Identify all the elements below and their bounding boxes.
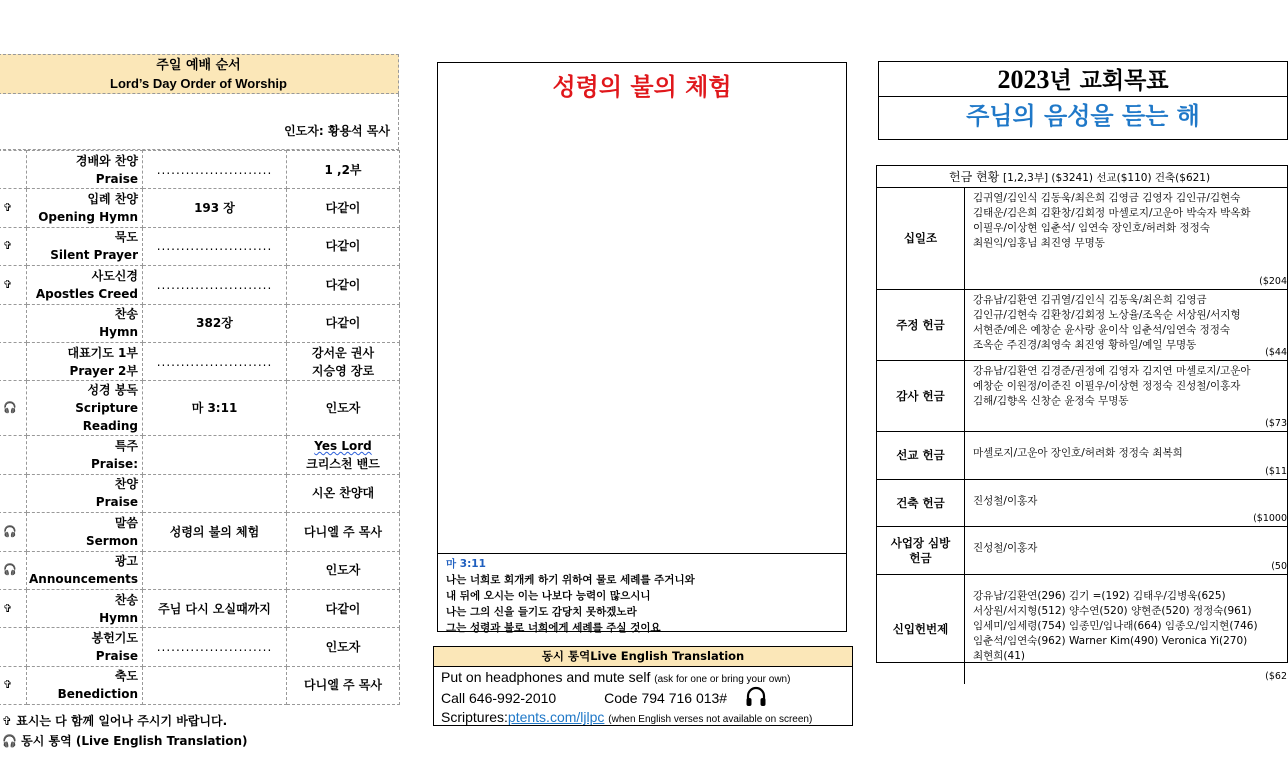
worship-title-en: Lord’s Day Order of Worship (110, 76, 287, 91)
row-name-ko: 사도신경 (91, 268, 138, 283)
row-detail: 성령의 불의 체험 (143, 513, 287, 551)
offering-names-line: 임춘석/임연숙(962) Warner Kim(490) Veronica Yi(270) (973, 635, 1248, 647)
offering-rows (877, 188, 1287, 684)
offering-category (877, 432, 965, 479)
offering-names-line: 이필우/이상현 임춘석/ 임연숙 장인호/허려화 정정숙 (973, 222, 1210, 234)
offering-row (877, 188, 1287, 290)
offering-category-label: 주정 헌금 (896, 317, 945, 332)
row-mark-icon (0, 304, 27, 342)
worship-row (0, 342, 400, 380)
church-goal-panel (878, 61, 1288, 140)
offering-names-line: 예창순 이원정/이준진 이필우/이상현 정정숙 진성철/이홍자 (973, 380, 1241, 392)
offering-row (877, 361, 1287, 432)
row-name-ko: 입례 찬양 (87, 192, 138, 207)
offering-category (877, 575, 965, 684)
offering-category (877, 480, 965, 526)
row-mark-icon (0, 342, 27, 380)
offering-amount: ($73 (1265, 418, 1287, 429)
offering-names-line: 김태운/김은희 김환창/김회정 마셀로지/고운아 박숙자 박옥화 (973, 207, 1251, 219)
row-name (27, 342, 143, 380)
row-detail: 193 장 (143, 189, 287, 227)
offering-category-label: 건축 헌금 (896, 495, 945, 510)
offering-names-line: 서상원/서지형(512) 양수연(520) 양현준(520) 정정숙(961) (973, 605, 1252, 617)
row-name-ko: 광고 (114, 554, 138, 569)
row-name (27, 266, 143, 304)
offering-category (877, 527, 965, 574)
offering-names-line: 마셀로지/고운아 장인호/허려화 정정숙 최복희 (973, 447, 1183, 459)
headphones-text: Put on headphones and mute self (441, 669, 651, 685)
offering-panel (876, 165, 1288, 682)
worship-order-table (0, 150, 400, 705)
offering-header-detail: [1,2,3부] ($3241) 선교($110) 건축($621) (1003, 172, 1211, 184)
offering-amount: ($44 (1265, 347, 1287, 358)
row-name-en: Benediction (57, 687, 138, 702)
worship-row (0, 474, 400, 512)
offering-names (965, 290, 1287, 360)
offering-names (965, 527, 1287, 574)
row-detail: ........................ (143, 628, 287, 666)
goal-year (879, 62, 1287, 97)
goal-year-number: 2023 (997, 65, 1050, 94)
row-mark-icon (0, 474, 27, 512)
row-name (27, 589, 143, 627)
row-name-en: Hymn (99, 610, 138, 625)
row-mark-icon: ✞ (0, 189, 27, 227)
row-name-en: Prayer 2부 (69, 363, 138, 378)
headphones-subtext: (ask for one or bring your own) (654, 674, 791, 685)
row-name-ko: 찬양 (114, 477, 138, 492)
offering-category-label: 십일조 (903, 231, 938, 245)
row-mark-icon: 🎧 (0, 551, 27, 589)
row-name-en: Hymn (99, 325, 138, 340)
scriptures-link[interactable]: ptents.com/ljlpc (507, 709, 605, 725)
verse-line: 그는 성령과 불로 너희에게 세례를 주실 것이요 (446, 622, 661, 634)
worship-row (0, 551, 400, 589)
offering-names-line: 임세미/임세령(754) 임종민/임나래(664) 임종오/임지현(746) (973, 620, 1258, 632)
offering-names-line: 강유남/김환연(296) 김기 =(192) 김태우/김병욱(625) (973, 590, 1226, 602)
row-name-en: Praise (95, 495, 138, 510)
call-number: Call 646-992-2010 (441, 690, 557, 707)
offering-names-line: 최현희(41) (973, 650, 1025, 662)
offering-names (965, 432, 1287, 479)
offering-names (965, 361, 1287, 431)
row-leader: 다같이 (287, 266, 400, 304)
offering-names (965, 575, 1287, 684)
offering-row (877, 527, 1287, 575)
row-leader: 인도자 (287, 628, 400, 666)
offering-row (877, 575, 1287, 684)
row-leader-line: Yes Lord (314, 439, 372, 454)
headphones-instruction (434, 667, 852, 687)
scripture-verse (438, 553, 846, 634)
worship-row (0, 513, 400, 551)
scriptures-subtext: (when English verses not available on screen) (608, 714, 813, 725)
row-name (27, 513, 143, 551)
offering-names (965, 188, 1287, 289)
offering-amount: ($11 (1265, 466, 1287, 477)
row-leader: 다같이 (287, 189, 400, 227)
row-leader: 시온 찬양대 (287, 474, 400, 512)
offering-names-line: 진성철/이홍자 (973, 495, 1038, 507)
worship-order-panel (0, 54, 399, 757)
worship-row (0, 628, 400, 666)
row-name (27, 551, 143, 589)
offering-amount: (50 (1271, 561, 1287, 572)
verse-line: 나는 너희로 회개케 하기 위하여 물로 세례를 주거니와 (446, 574, 695, 586)
offering-names-line: 김귀열/김인식 김동욱/최은희 김영금 김영자 김인규/김현숙 (973, 192, 1241, 204)
offering-amount: ($1000 (1253, 513, 1287, 524)
offering-names-line: 김해/김향옥 신창순 윤정숙 무명동 (973, 395, 1129, 407)
row-detail (143, 436, 287, 474)
worship-order-header (0, 54, 399, 94)
row-detail: ........................ (143, 342, 287, 380)
worship-row (0, 227, 400, 265)
row-name-ko: 대표기도 1부 (67, 345, 138, 360)
row-leader-line: 크리스천 밴드 (306, 457, 380, 472)
offering-category-label: 사업장 심방 헌금 (890, 535, 951, 565)
worship-row (0, 666, 400, 704)
row-leader: 다같이 (287, 589, 400, 627)
translation-title: 동시 통역Live English Translation (434, 647, 852, 667)
offering-category-label: 신입헌번제 (892, 622, 949, 636)
row-leader: 다니엘 주 목사 (287, 666, 400, 704)
row-name-en: Scripture Reading (75, 401, 138, 434)
worship-row (0, 189, 400, 227)
offering-names (965, 480, 1287, 526)
row-name (27, 628, 143, 666)
row-mark-icon: ✞ (0, 666, 27, 704)
offering-names-line: 강유남/김환연 김귀열/김인식 김동욱/최은희 김영금 (973, 294, 1207, 306)
row-leader: 인도자 (287, 551, 400, 589)
row-leader (287, 342, 400, 380)
translation-note: 🎧 동시 통역 (Live English Translation) (2, 734, 248, 749)
row-name-en: Sermon (86, 533, 138, 548)
offering-names-line: 진성철/이홍자 (973, 542, 1038, 554)
call-info (434, 687, 852, 707)
row-leader (287, 436, 400, 474)
row-leader: 인도자 (287, 381, 400, 436)
offering-header (877, 166, 1287, 188)
offering-names-line: 최원익/임홍님 최진영 무명동 (973, 237, 1105, 249)
row-leader: 1 ,2부 (287, 151, 400, 189)
row-leader: 다같이 (287, 304, 400, 342)
row-name-en: Praise (95, 648, 138, 663)
row-leader: 다같이 (287, 227, 400, 265)
offering-category (877, 188, 965, 289)
row-name-en: Apostles Creed (35, 286, 138, 301)
row-leader-line: 지승영 장로 (311, 363, 375, 378)
row-name-ko: 말씀 (114, 515, 138, 530)
row-detail (143, 551, 287, 589)
worship-row (0, 151, 400, 189)
row-detail: ........................ (143, 266, 287, 304)
worship-row (0, 589, 400, 627)
row-name-en: Silent Prayer (50, 248, 138, 263)
row-detail (143, 666, 287, 704)
row-name-ko: 성경 봉독 (87, 383, 138, 398)
row-name-ko: 찬송 (114, 592, 138, 607)
sermon-title: 성령의 불의 체험 (552, 73, 732, 101)
offering-names-line: 서현준/예은 예창순 윤사랑 윤이삭 임춘석/임연숙 정정숙 (973, 324, 1231, 336)
row-name-ko: 경배와 찬양 (75, 153, 138, 168)
row-mark-icon (0, 436, 27, 474)
offering-row (877, 432, 1287, 480)
row-name-ko: 특주 (114, 439, 138, 454)
verse-line: 내 뒤에 오시는 이는 나보다 능력이 많으시니 (446, 590, 651, 602)
offering-names-line: 강유남/김환연 김경준/권정예 김영자 김지연 마셀로지/고운아 (973, 365, 1251, 377)
worship-notes (0, 705, 399, 757)
offering-names-line: 조옥순 주진경/최영숙 최진영 황하일/예일 무명동 (973, 339, 1197, 351)
offering-category-label: 선교 헌금 (896, 448, 945, 462)
worship-leader: 인도자: 황용석 목사 (0, 112, 399, 150)
meeting-code: Code 794 716 013# (604, 690, 728, 707)
scriptures-info (434, 707, 852, 727)
row-detail: 마 3:11 (143, 381, 287, 436)
sermon-panel (437, 62, 847, 632)
offering-row (877, 290, 1287, 361)
row-name-ko: 찬송 (114, 307, 138, 322)
worship-row (0, 266, 400, 304)
row-name-en: Announcements (29, 572, 139, 587)
row-name-en: Praise (95, 171, 138, 186)
row-mark-icon: ✞ (0, 227, 27, 265)
offering-names-line: 김인규/김현숙 김환창/김회정 노상율/조옥순 서상원/서지형 (973, 309, 1241, 321)
offering-category (877, 290, 965, 360)
row-name (27, 436, 143, 474)
row-detail: ........................ (143, 227, 287, 265)
live-translation-panel (433, 646, 853, 726)
goal-year-suffix: 년 교회목표 (1049, 68, 1169, 94)
row-mark-icon: 🎧 (0, 381, 27, 436)
offering-header-main: 헌금 현황 (949, 170, 1000, 184)
goal-theme: 주님의 음성을 듣는 해 (966, 102, 1200, 130)
spacer-row (0, 94, 399, 112)
row-mark-icon (0, 151, 27, 189)
worship-row (0, 381, 400, 436)
row-name (27, 227, 143, 265)
row-leader: 다니엘 주 목사 (287, 513, 400, 551)
row-name (27, 189, 143, 227)
worship-row (0, 304, 400, 342)
row-name (27, 666, 143, 704)
row-name-ko: 봉헌기도 (91, 630, 138, 645)
row-name (27, 474, 143, 512)
verse-reference: 마 3:11 (446, 558, 486, 570)
row-leader-line: 강서운 권사 (311, 345, 375, 360)
row-detail: ........................ (143, 151, 287, 189)
worship-title-ko: 주일 예배 순서 (156, 58, 241, 73)
row-detail: 주님 다시 오실때까지 (143, 589, 287, 627)
row-name (27, 304, 143, 342)
row-mark-icon: 🎧 (0, 513, 27, 551)
row-mark-icon: ✞ (0, 266, 27, 304)
row-name (27, 381, 143, 436)
row-mark-icon (0, 628, 27, 666)
row-name-en: Praise: (90, 457, 138, 472)
standing-note: ✞ 표시는 다 함께 일어나 주시기 바랍니다. (2, 714, 228, 729)
row-detail: 382장 (143, 304, 287, 342)
row-name-en: Opening Hymn (38, 210, 138, 225)
row-detail (143, 474, 287, 512)
offering-row (877, 480, 1287, 527)
offering-amount: ($62 (1265, 671, 1287, 682)
offering-amount: ($204 (1259, 276, 1287, 287)
row-name (27, 151, 143, 189)
offering-category-label: 감사 헌금 (896, 388, 945, 403)
scriptures-label: Scriptures: (441, 709, 508, 725)
row-mark-icon: ✞ (0, 589, 27, 627)
row-name-ko: 묵도 (114, 230, 138, 245)
offering-category (877, 361, 965, 431)
row-name-ko: 축도 (114, 669, 138, 684)
verse-line: 나는 그의 신을 들기도 감당치 못하겠노라 (446, 606, 637, 618)
worship-row (0, 436, 400, 474)
